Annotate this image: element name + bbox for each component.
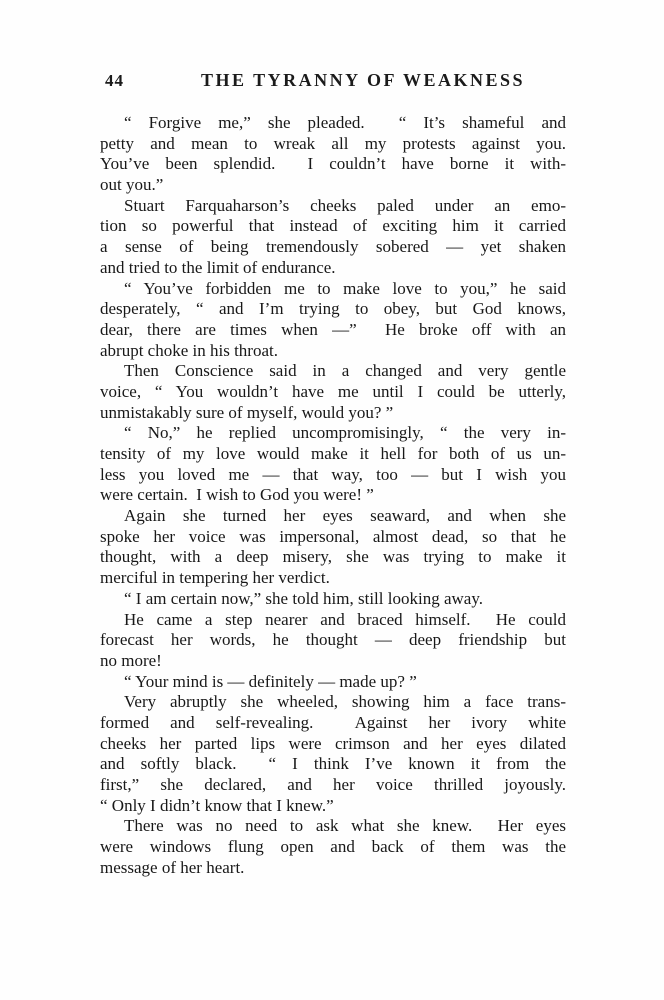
text-line: “ No,” he replied uncompromisingly, “ the very in- [124,423,566,443]
text-line: and softly black. “ I think I’ve known it from the [100,754,566,774]
text-line: Stuart Farquaharson’s cheeks paled under an emo- [124,195,566,215]
text-line: Again she turned her eyes seaward, and when she [124,506,566,526]
text-line: “ You’ve forbidden me to make love to you,” he said [124,278,566,298]
text-line: message of her heart. [100,857,245,877]
text-line: petty and mean to wreak all my protests against you. [100,133,566,153]
text-line: unmistakably sure of myself, would you? ” [100,402,394,422]
text-line: desperately, “ and I’m trying to obey, but God knows, [100,299,566,319]
text-line: tion so powerful that instead of exciting him it carried [100,216,566,236]
text-line: voice, “ You wouldn’t have me until I could be utterly, [100,381,566,401]
text-line: You’ve been splendid. I couldn’t have borne it with- [100,154,566,174]
text-line: were certain. I wish to God you were! ” [100,485,374,505]
running-title: THE TYRANNY OF WEAKNESS [200,70,526,90]
text-line: merciful in tempering her verdict. [100,568,330,588]
text-line: “ Your mind is — definitely — made up? ” [124,671,417,691]
text-line: Then Conscience said in a changed and very gentle [124,361,566,381]
text-line: first,” she declared, and her voice thrilled joyously. [100,775,566,794]
text-line: were windows flung open and back of them was the [100,837,566,857]
text-line: forecast her words, he thought — deep friendship but [100,630,566,650]
text-line: less you loved me — that way, too — but I wish you [100,464,566,484]
text-line: Very abruptly she wheeled, showing him a face trans- [124,692,566,712]
page-text-body [100,113,566,878]
text-line: “ I am certain now,” she told him, still looking away. [124,588,483,608]
text-line: thought, with a deep misery, she was trying to make it [100,547,566,567]
text-line: dear, there are times when —” He broke off with an [100,319,566,339]
text-line: cheeks her parted lips were crimson and her eyes dilated [100,733,566,753]
text-line: out you.” [100,175,164,195]
text-line: “ Only I didn’t know that I knew.” [100,795,334,815]
text-line: “ Forgive me,” she pleaded. “ It’s shameful and [124,113,566,132]
page-number: 44 [105,71,124,90]
text-line: no more! [100,650,162,670]
text-line: There was no need to ask what she knew. Her eyes [124,816,566,836]
text-line: a sense of being tremendously sobered — yet shaken [100,237,566,257]
running-header [100,70,566,94]
text-line: tensity of my love would make it hell for both of us un- [100,444,566,463]
text-line: He came a step nearer and braced himself. He could [124,609,566,629]
text-line: spoke her voice was impersonal, almost dead, so that he [100,526,566,546]
text-line: abrupt choke in his throat. [100,340,278,360]
text-line: formed and self-revealing. Against her ivory white [100,712,566,732]
text-line: and tried to the limit of endurance. [100,257,336,277]
